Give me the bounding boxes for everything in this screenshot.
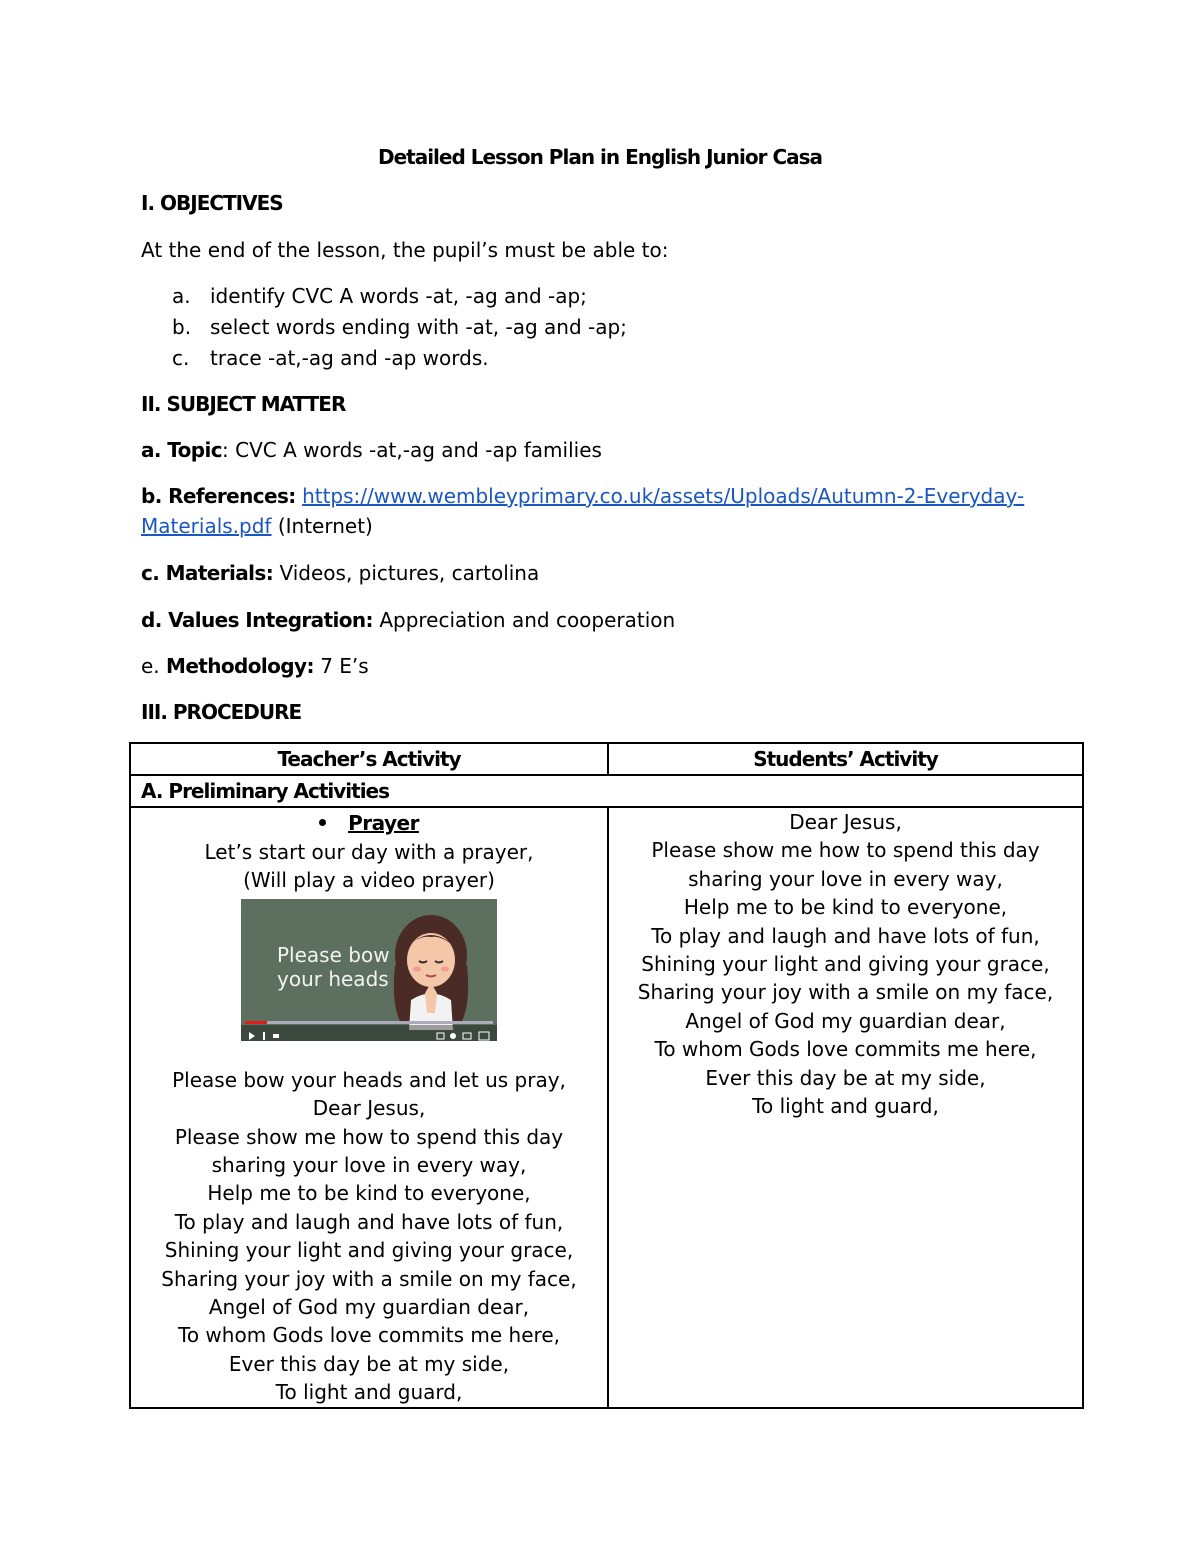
student-prayer-line: To light and guard,: [752, 1094, 939, 1119]
table-header-row: [130, 743, 1083, 775]
bullet-icon: [319, 819, 326, 826]
prayer-line: To whom Gods love commits me here,: [178, 1323, 560, 1348]
objectives-intro: At the end of the lesson, the pupil’s must be able to:: [141, 238, 669, 262]
prayer-line: Dear Jesus,: [312, 1096, 426, 1121]
methodology-line: [141, 654, 369, 678]
student-prayer-line: Sharing your joy with a smile on my face,: [637, 980, 1054, 1005]
materials-label: c. Materials:: [141, 561, 274, 585]
student-prayer-line: sharing your love in every way,: [688, 866, 1003, 891]
references-link[interactable]: https://www.wembleyprimary.co.uk/assets/Uploads/Autumn-2-Everyday-: [302, 484, 1025, 508]
prayer-line: To light and guard,: [275, 1380, 463, 1405]
prayer-heading-text: Prayer: [348, 811, 419, 835]
video-text-line: your heads: [277, 966, 389, 991]
references-label: b. References:: [141, 484, 296, 508]
methodology-prefix: e.: [141, 654, 167, 678]
methodology-label: Methodology:: [166, 654, 314, 678]
values-label: d. Values Integration:: [141, 608, 373, 632]
student-prayer-line: To play and laugh and have lots of fun,: [651, 923, 1040, 948]
prayer-line: Angel of God my guardian dear,: [208, 1295, 530, 1320]
student-prayer-line: Angel of God my guardian dear,: [685, 1008, 1006, 1033]
prayer-line: Shining your light and giving your grace,: [164, 1238, 574, 1263]
methodology-value: 7 E’s: [313, 654, 369, 678]
teacher-activity-cell: [130, 807, 608, 1408]
references-note: (Internet): [271, 514, 373, 538]
values-value: Appreciation and cooperation: [372, 608, 676, 632]
topic-label: a. Topic: [141, 438, 223, 462]
topic-value: : CVC A words -at,-ag and -ap families: [222, 438, 602, 462]
prayer-line: Ever this day be at my side,: [228, 1351, 510, 1376]
student-prayer-line: Shining your light and giving your grace,: [641, 952, 1050, 977]
objective-item: [172, 284, 587, 308]
student-prayer-line: Dear Jesus,: [789, 810, 902, 834]
prayer-line: Please bow your heads and let us pray,: [172, 1067, 566, 1092]
prayer-video-thumbnail[interactable]: [241, 899, 497, 1041]
objective-item: [172, 315, 627, 339]
teacher-prayer-lines: [131, 1066, 607, 1407]
objective-marker: c.: [172, 346, 190, 370]
objectives-heading: I. OBJECTIVES: [141, 191, 283, 215]
procedure-heading: III. PROCEDURE: [141, 700, 302, 724]
video-controls[interactable]: [241, 1025, 497, 1041]
procedure-table: [129, 742, 1084, 1409]
student-prayer-line: To whom Gods love commits me here,: [654, 1037, 1037, 1062]
values-line: [141, 608, 675, 632]
section-preliminary-activities: A. Preliminary Activities: [130, 775, 1083, 807]
prayer-line: Please show me how to spend this day: [174, 1124, 564, 1149]
objective-text: trace -at,-ag and -ap words.: [210, 346, 489, 370]
students-activity-cell: [608, 807, 1083, 1408]
teacher-intro-line: Let’s start our day with a prayer,: [204, 840, 534, 864]
materials-line: [141, 561, 539, 585]
praying-girl-illustration: [381, 905, 481, 1030]
prayer-heading: [131, 808, 607, 838]
video-text-line: Please bow: [277, 942, 390, 967]
table-section-row: [130, 775, 1083, 807]
student-prayer-line: Help me to be kind to everyone,: [683, 895, 1008, 920]
materials-value: Videos, pictures, cartolina: [273, 561, 540, 585]
subject-matter-heading: II. SUBJECT MATTER: [141, 392, 346, 416]
page-title: Detailed Lesson Plan in English Junior Casa: [377, 145, 823, 169]
objective-marker: b.: [172, 315, 192, 339]
objective-marker: a.: [172, 284, 191, 308]
teacher-intro-line: (Will play a video prayer): [243, 868, 495, 893]
references-line: [141, 484, 1024, 508]
objective-item: [172, 346, 489, 370]
video-caption-bar: [241, 1044, 497, 1052]
student-prayer-line: Ever this day be at my side,: [705, 1065, 986, 1090]
objective-text: identify CVC A words -at, -ag and -ap;: [210, 284, 587, 308]
topic-line: [141, 438, 602, 462]
objective-text: select words ending with -at, -ag and -ap;: [210, 315, 627, 339]
table-row: [130, 807, 1083, 1408]
student-prayer-line: Please show me how to spend this day: [651, 838, 1040, 863]
video-control-icons: [241, 1028, 497, 1041]
video-overlay-text: [277, 943, 390, 991]
references-link-continued[interactable]: Materials.pdf: [141, 514, 272, 538]
teacher-activity-header: Teacher’s Activity: [130, 743, 608, 775]
students-activity-header: Students’ Activity: [608, 743, 1083, 775]
references-line-2: [141, 514, 373, 538]
video-progress-bar[interactable]: [245, 1021, 493, 1024]
prayer-line: sharing your love in every way,: [211, 1153, 527, 1178]
prayer-line: To play and laugh and have lots of fun,: [174, 1209, 564, 1234]
prayer-line: Help me to be kind to everyone,: [207, 1181, 531, 1206]
prayer-line: Sharing your joy with a smile on my face,: [161, 1266, 577, 1291]
